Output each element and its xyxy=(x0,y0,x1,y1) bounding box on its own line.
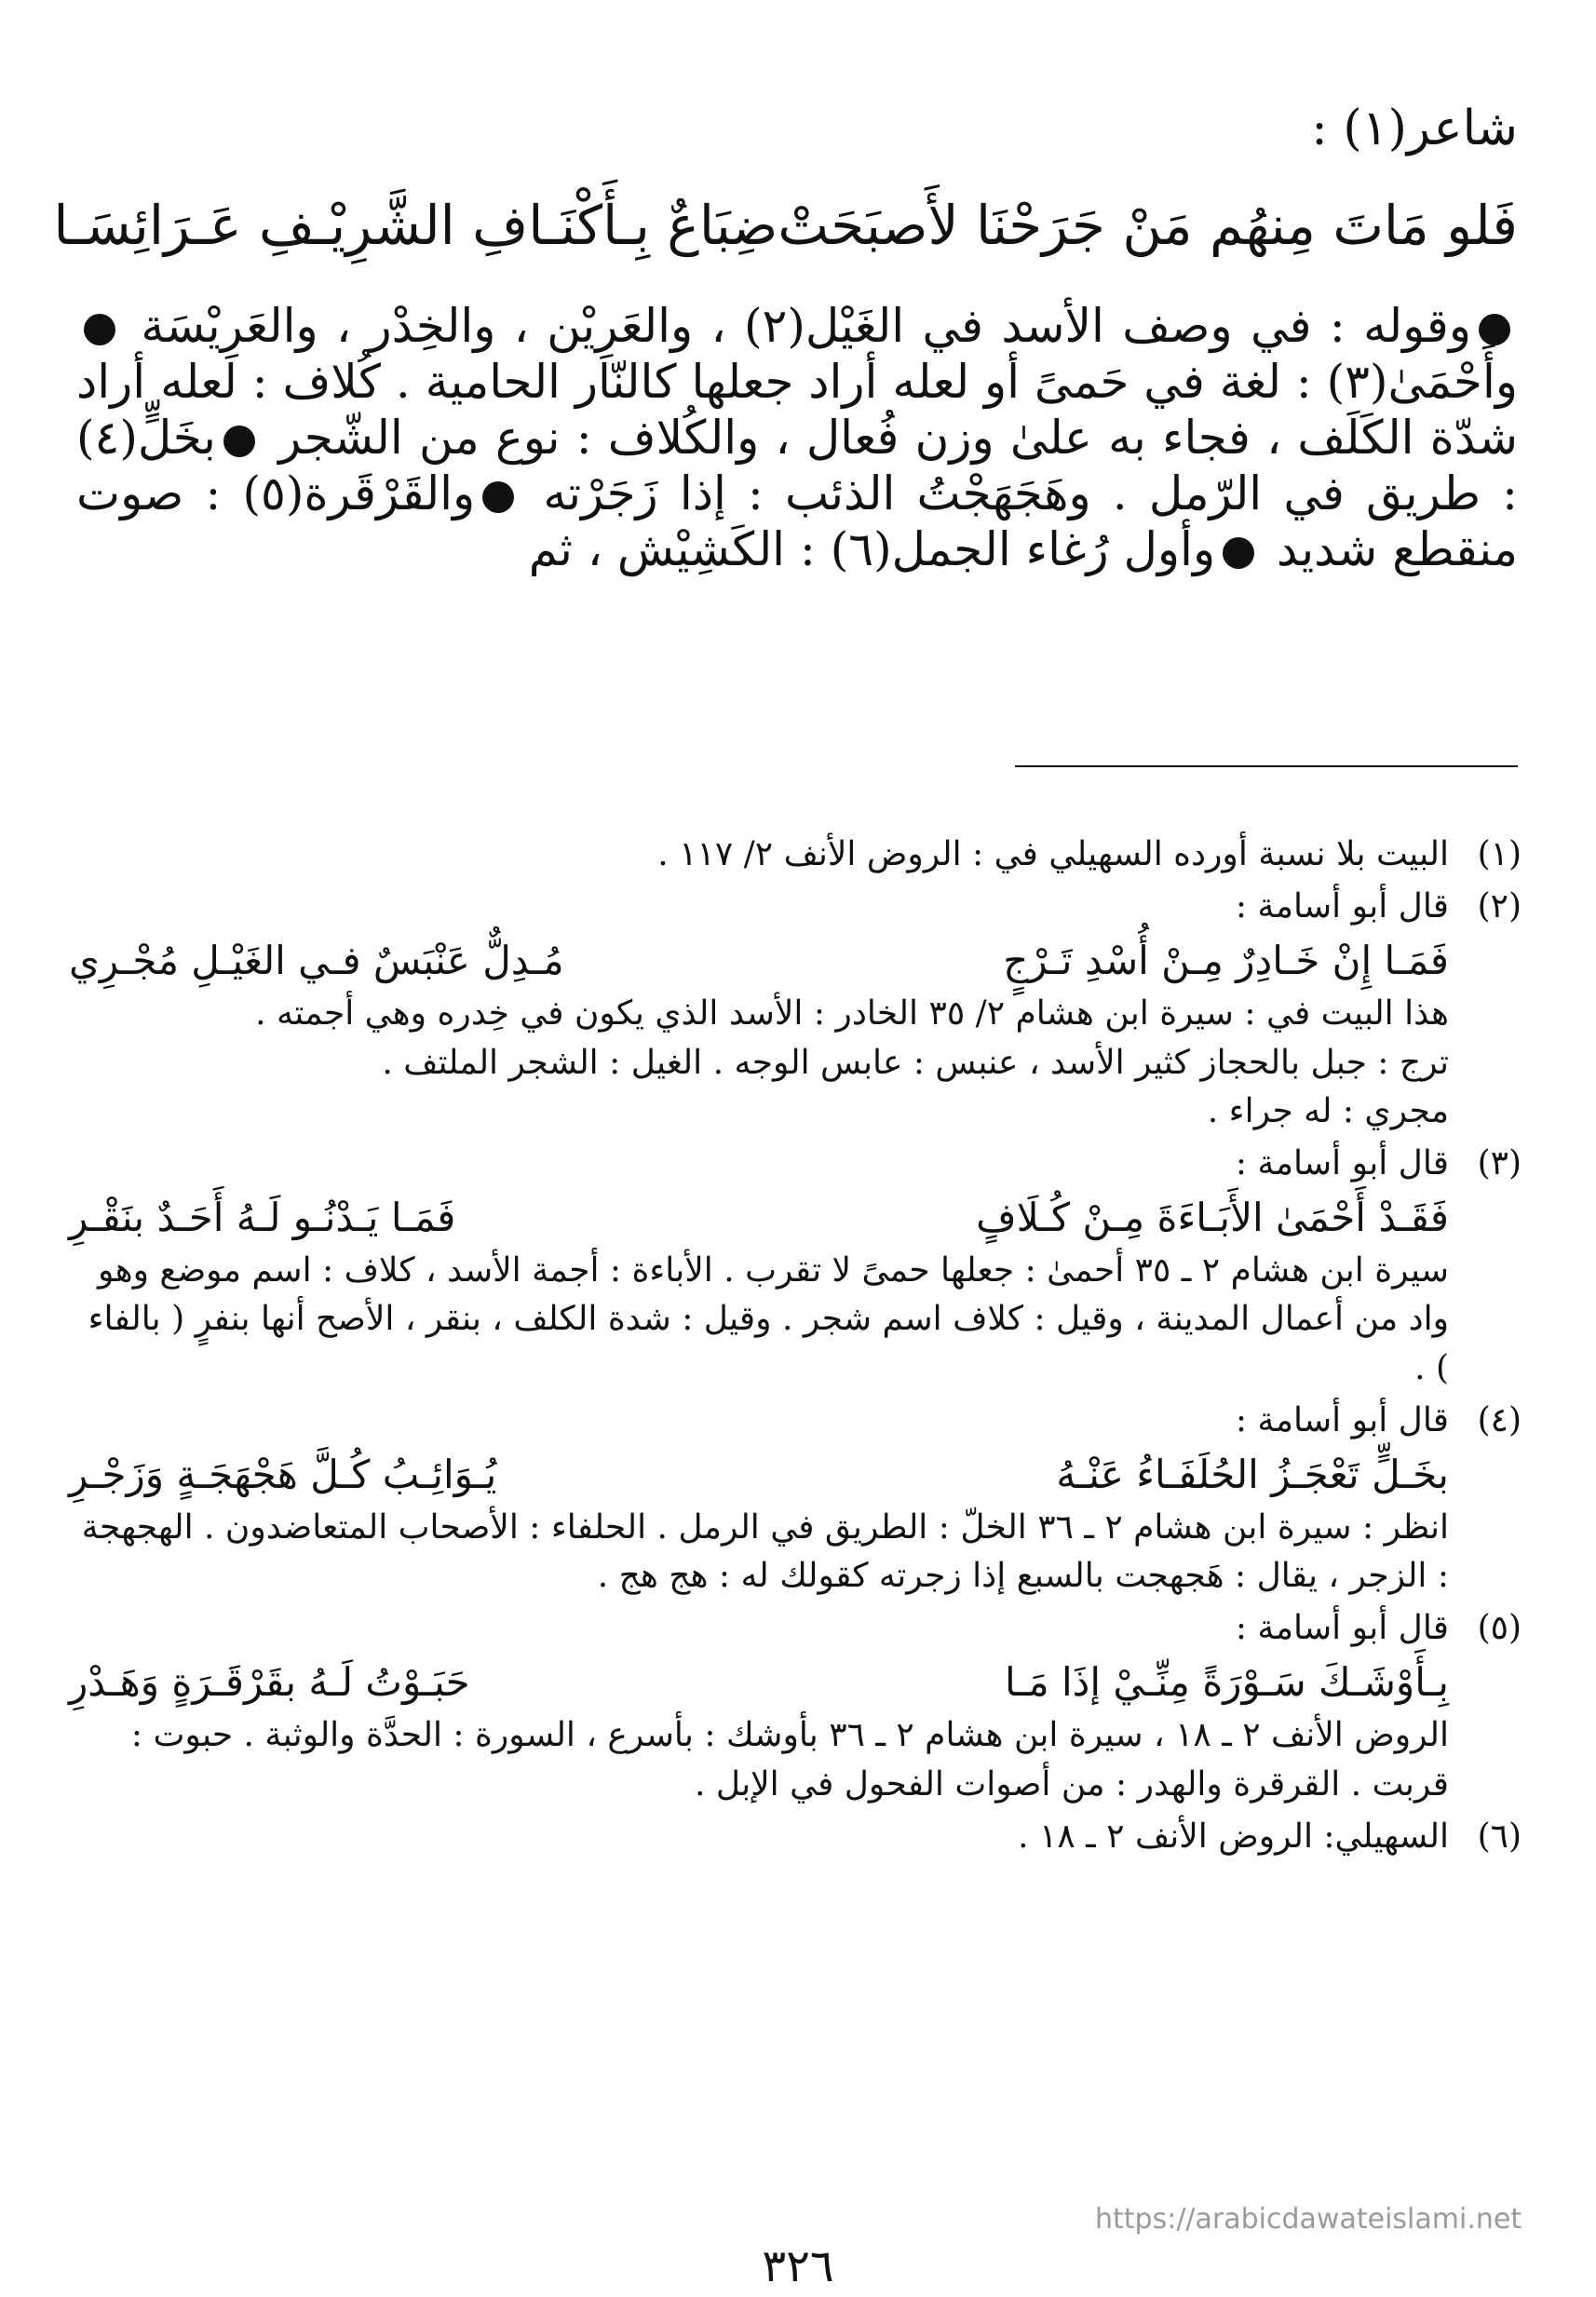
paragraph-segment: بخَلٍّ(٤) : طريق في الرّمل . وهَجَهَجْتُ الذئب : إذا زَجَرْته xyxy=(76,411,1518,520)
footnote-intro: قال أبو أسامة : xyxy=(1235,887,1449,926)
footnote-3 xyxy=(69,1140,1522,1393)
footnote-4 xyxy=(69,1397,1522,1601)
footnote-6 xyxy=(69,1813,1522,1861)
footnote-number: (٦) xyxy=(1477,1817,1522,1856)
footnote-verse xyxy=(69,931,1449,990)
footnote-text: سيرة ابن هشام ٢ ـ ٣٥ أحمىٰ : جعلها حمىً لا تقرب . الأباءة : أجمة الأسد ، كلاف : اسم موضع وهو واد من أعمال المدينة ، وقيل : كلاف اسم شجر . وقيل : شدة الكلف ، بنقر ، الأصح أنها بنفرٍ ( بالفاء ) . xyxy=(88,1251,1449,1387)
footnote-5 xyxy=(69,1604,1522,1809)
footnote-text: انظر : سيرة ابن هشام ٢ ـ ٣٦ الخلّ : الطريق في الرمل . الحلفاء : الأصحاب المتعاضدون . الهجهجة : الزجر ، يقال : هَجهجت بالسبع إذا زجرته كقولك له : هج هج . xyxy=(81,1507,1449,1596)
footnote-1 xyxy=(69,831,1522,879)
footnote-text: السهيلي: الروض الأنف ٢ ـ ١٨ . xyxy=(1018,1817,1449,1856)
paragraph-segment: وقوله : في وصف الأسد في الغَيْل(٢) ، والعَرِيْن ، والخِدْر ، والعَرِيْسَة xyxy=(141,299,1471,353)
footnote-text: هذا البيت في : سيرة ابن هشام ٢/ ٣٥ الخادر : الأسد الذي يكون في خِدره وهي أجمته . xyxy=(255,994,1449,1034)
main-verse xyxy=(53,194,1518,257)
verse-second-hemistich: حَبَـوْتُ لَـهُ بقَرْقَـرَةٍ وَهَـدْرِ xyxy=(69,1659,470,1706)
footnote-text: البيت بلا نسبة أورده السهيلي في : الروض الأنف ٢/ ١١٧ . xyxy=(657,835,1449,873)
verse-first-hemistich: بِـأَوْشَـكَ سَـوْرَةً مِنِّـيْ إذَا مَـا xyxy=(1005,1659,1449,1706)
footnote-divider xyxy=(1015,765,1518,767)
footnote-2 xyxy=(69,883,1522,1136)
footnotes xyxy=(69,831,1522,1865)
paragraph-segment: وأول رُغاء الجمل(٦) : الكَشِيْش ، ثم xyxy=(528,522,1216,576)
footnote-number: (٤) xyxy=(1477,1400,1522,1439)
footnote-verse xyxy=(69,1653,1449,1711)
verse-first-hemistich: فَلو مَاتَ مِنهُم مَنْ جَرَحْنَا لأَصبَحَتْ xyxy=(778,194,1518,257)
footnote-number: (١) xyxy=(1477,835,1522,873)
verse-second-hemistich: فَمَـا يَـدْنُـو لَـهُ أَحَـدٌ بنَقْـرِ xyxy=(69,1195,456,1241)
verse-first-hemistich: فَقَـدْ أَحْمَىٰ الأَبَـاءَةَ مِـنْ كُـلَافٍ xyxy=(976,1195,1449,1241)
footnote-number: (٥) xyxy=(1477,1609,1522,1648)
footnote-intro: قال أبو أسامة : xyxy=(1235,1143,1449,1182)
paragraph-segment: والقَرْقَرة(٥) : صوت منقطع شديد xyxy=(76,466,1518,576)
bullet-dot-icon xyxy=(1479,314,1510,345)
paragraph-segment: وأَحْمَىٰ(٣) : لغة في حَمىً أو لعله أراد جعلها كالنّار الحامية . كُلاف : لعله أراد شدّة الكَلَف ، فجاء به علىٰ وزن فُعال ، والكُلاف : نوع من الشّجر xyxy=(76,355,1518,465)
watermark-url: https://arabicdawateislami.net xyxy=(1095,2203,1522,2236)
verse-second-hemistich: ضِبَاعٌ بِـأَكْنَـافِ الشَّرِيْـفِ عَـرَائِسَـا xyxy=(53,194,778,257)
bullet-dot-icon xyxy=(84,314,115,345)
verse-first-hemistich: فَمَـا إِنْ خَـادِرٌ مِـنْ أُسْدِ تَـرْجٍ xyxy=(1003,938,1449,984)
footnote-intro: قال أبو أسامة : xyxy=(1235,1609,1449,1648)
verse-first-hemistich: بخَـلٍّ تَعْجَـزُ الحُلَفَـاءُ عَنْـهُ xyxy=(1056,1451,1449,1497)
opening-line: شاعر(١) : xyxy=(1311,101,1518,156)
verse-second-hemistich: يُـوَائِـبُ كُـلَّ هَجْهَجَـةٍ وَزَجْـرِ xyxy=(69,1451,497,1497)
footnote-number: (٣) xyxy=(1477,1143,1522,1182)
bullet-dot-icon xyxy=(1223,537,1254,569)
footnote-text: الروض الأنف ٢ ـ ١٨ ، سيرة ابن هشام ٢ ـ ٣٦ بأوشك : بأسرع ، السورة : الحدَّة والوثبة . حبوت : قربت . القرقرة والهدر : من أصوات الفحول في الإبل . xyxy=(130,1716,1449,1804)
footnote-verse xyxy=(69,1188,1449,1247)
verse-second-hemistich: مُـدِلٌّ عَنْبَسٌ فـي الغَيْـلِ مُجْـرِي xyxy=(69,938,564,984)
footnote-text: ترج : جبل بالحجاز كثير الأسد ، عنبس : عابس الوجه . الغيل : الشجر الملتف . xyxy=(382,1043,1449,1082)
main-paragraph xyxy=(76,298,1518,577)
bullet-dot-icon xyxy=(482,481,514,513)
bullet-dot-icon xyxy=(223,426,255,457)
footnote-number: (٢) xyxy=(1477,887,1522,926)
footnote-intro: قال أبو أسامة : xyxy=(1235,1400,1449,1439)
footnote-verse xyxy=(69,1445,1449,1504)
page-number: ٣٢٦ xyxy=(762,2240,834,2292)
footnote-text: مجري : له جراء . xyxy=(1207,1091,1449,1130)
